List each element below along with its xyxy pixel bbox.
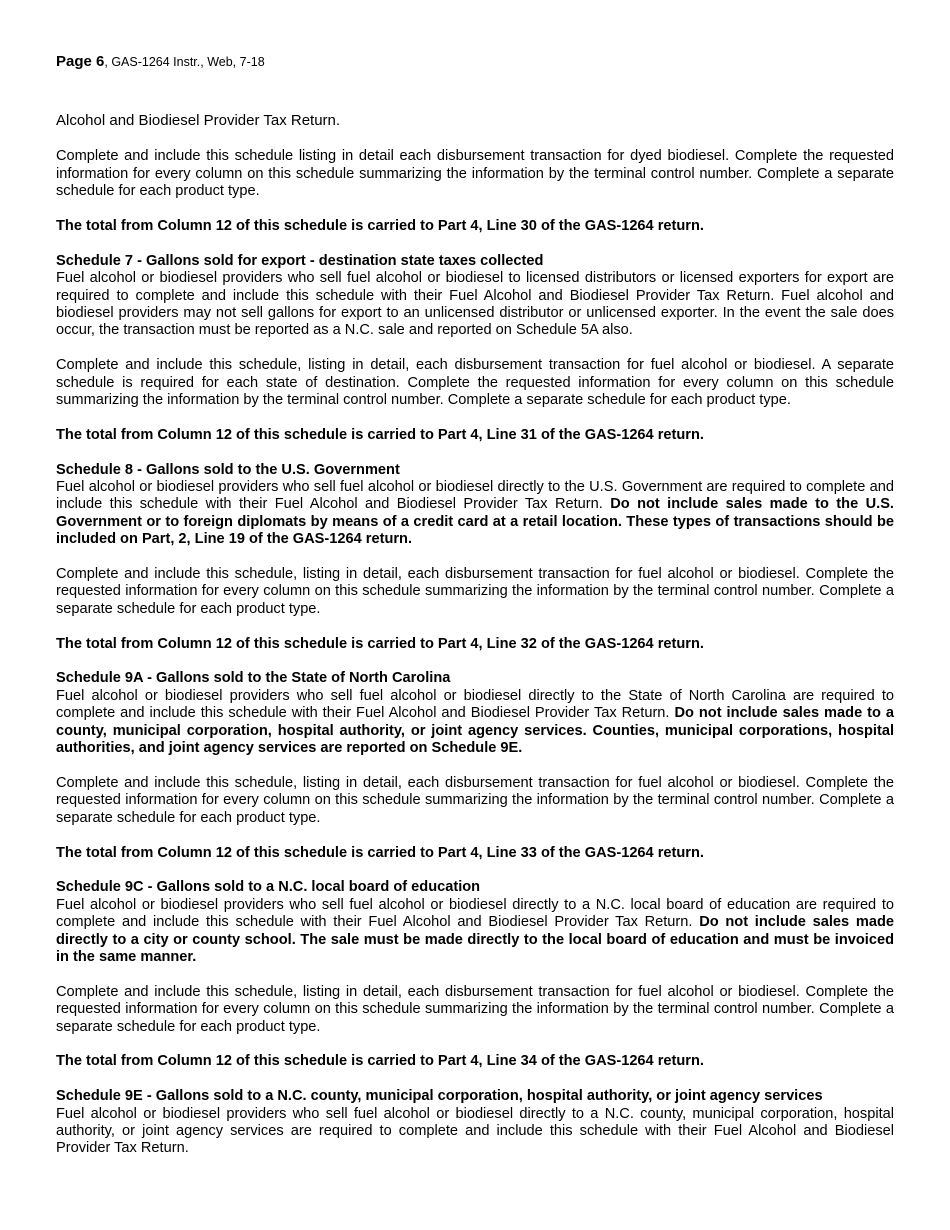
schedule-8-total-note: The total from Column 12 of this schedule is carried to Part 4, Line 32 of the GAS-1264 return. [56, 635, 704, 652]
document-body [56, 112, 894, 1175]
schedule-9c-paragraph-2: Complete and include this schedule, listing in detail, each disbursement transaction for fuel alcohol or biodiesel. Complete the requested information for every column on this schedule summarizing the information by the terminal control number. Complete a separate schedule for each product type. [56, 983, 894, 1035]
schedule-9a-section [56, 670, 894, 861]
page-header [56, 53, 265, 70]
schedule-9a-paragraph-1: Fuel alcohol or biodiesel providers who sell fuel alcohol or biodiesel directly to the State of North Carolina are required to complete and include this schedule with their Fuel Alcohol and Biodiesel Provider Tax Return. [56, 687, 894, 722]
schedule-8-section [56, 462, 894, 653]
schedule-8-paragraph-2: Complete and include this schedule, listing in detail, each disbursement transaction for fuel alcohol or biodiesel. Complete the requested information for every column on this schedule summarizing the information by the terminal control number. Complete a separate schedule for each product type. [56, 566, 894, 617]
schedule-7-section [56, 253, 894, 444]
schedule-7-paragraph-1: Fuel alcohol or biodiesel providers who sell fuel alcohol or biodiesel to licensed distributors or licensed exporters for export are required to complete and include this schedule with their Fuel Alcohol and Biodiesel Provider Tax Return. Fuel alcohol and biodiesel providers may not sell gallons for export to an unlicensed distributor or unlicensed exporter. In the event the sale does occur, the transaction must be reported as a N.C. sale and reported on Schedule 5A also. [56, 270, 894, 339]
schedule-8-heading: Schedule 8 - Gallons sold to the U.S. Government [56, 461, 400, 478]
schedule-9c-section [56, 879, 894, 1070]
intro-paragraph: Complete and include this schedule listing in detail each disbursement transaction for dyed biodiesel. Complete the requested information for every column on this schedule summarizing the information by the terminal control number. Complete a separate schedule for each product type. [56, 148, 894, 200]
schedule-9e-heading: Schedule 9E - Gallons sold to a N.C. county, municipal corporation, hospital authority, or joint agency services [56, 1088, 823, 1105]
schedule-9e-section [56, 1088, 894, 1158]
schedule-8-paragraph-1: Fuel alcohol or biodiesel providers who sell fuel alcohol or biodiesel directly to the U.S. Government are required to complete and include this schedule with their Fuel Alcohol and Biodiesel Provider Tax Return. [56, 479, 894, 513]
schedule-7-paragraph-2: Complete and include this schedule, listing in detail, each disbursement transaction for fuel alcohol or biodiesel. A separate schedule is required for each state of destination. Complete the requested information for every column on this schedule summarizing the information by the terminal control number. Complete a separate schedule for each product type. [56, 357, 894, 409]
schedule-9a-exclusion-note: Do not include sales made to a county, municipal corporation, hospital authority, or joint agency services. Counties, municipal corporations, hospital authorities, and joint agency services are reported on Schedule 9E. [56, 705, 894, 757]
schedule-9c-exclusion-note: Do not include sales made directly to a city or county school. The sale must be made directly to the local board of education and must be invoiced in the same manner. [56, 914, 895, 965]
schedule-9a-paragraph-2: Complete and include this schedule, listing in detail, each disbursement transaction for fuel alcohol or biodiesel. Complete the requested information for every column on this schedule summarizing the information by the terminal control number. Complete a separate schedule for each product type. [56, 774, 894, 826]
intro-total-note: The total from Column 12 of this schedule is carried to Part 4, Line 30 of the GAS-1264 return. [56, 218, 704, 235]
schedule-7-heading: Schedule 7 - Gallons sold for export - destination state taxes collected [56, 252, 544, 269]
schedule-9c-heading: Schedule 9C - Gallons sold to a N.C. local board of education [56, 879, 481, 896]
schedule-9c-paragraph-1: Fuel alcohol or biodiesel providers who sell fuel alcohol or biodiesel directly to a N.C. local board of education are required to complete and include this schedule with their Fuel Alcohol and Biodiesel Provider Tax Return. [56, 896, 894, 931]
schedule-9e-paragraph-1: Fuel alcohol or biodiesel providers who sell fuel alcohol or biodiesel directly to a N.C. county, municipal corporation, hospital authority, or joint agency services are required to complete and include this schedule with their Fuel Alcohol and Biodiesel Provider Tax Return. [56, 1105, 894, 1157]
schedule-7-total-note: The total from Column 12 of this schedule is carried to Part 4, Line 31 of the GAS-1264 return. [56, 426, 704, 443]
schedule-9a-total-note: The total from Column 12 of this schedule is carried to Part 4, Line 33 of the GAS-1264 return. [56, 844, 704, 861]
page-number: Page 6 [56, 53, 105, 70]
schedule-8-exclusion-note: Do not include sales made to the U.S. Government or to foreign diplomats by means of a credit card at a retail location. These types of transactions should be included on Part, 2, Line 19 of the GAS-1264 return. [56, 496, 894, 548]
schedule-9c-total-note: The total from Column 12 of this schedule is carried to Part 4, Line 34 of the GAS-1264 return. [56, 1053, 704, 1070]
carryover-text: Alcohol and Biodiesel Provider Tax Return. [56, 112, 341, 129]
schedule-9a-heading: Schedule 9A - Gallons sold to the State of North Carolina [56, 670, 451, 687]
document-id: , GAS-1264 Instr., Web, 7-18 [104, 55, 265, 69]
